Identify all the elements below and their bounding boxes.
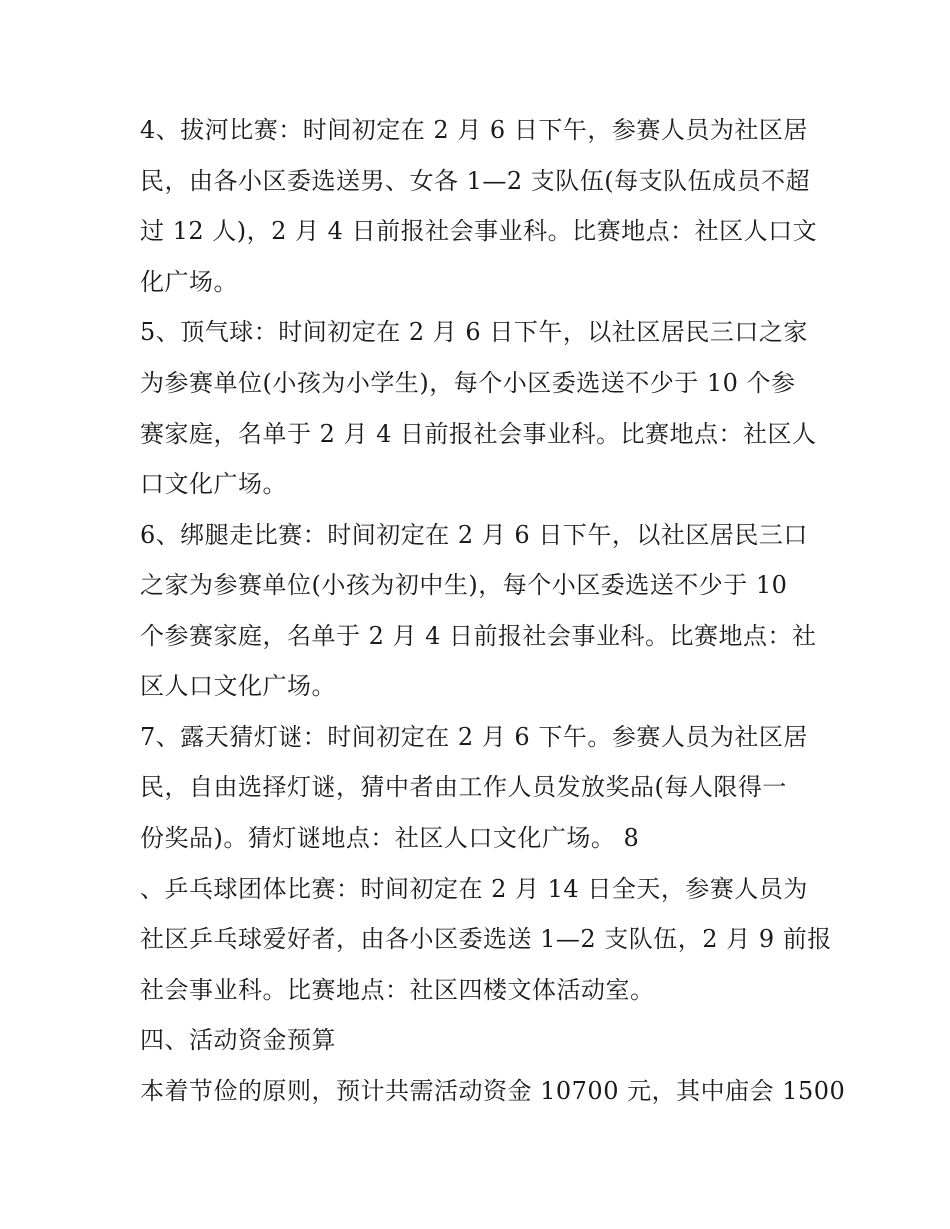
text-line-18: 社会事业科。比赛地点：社区四楼文体活动室。: [140, 976, 655, 1004]
section-heading-budget: 四、活动资金预算: [140, 1026, 336, 1054]
text-line-17: 社区乒乓球爱好者，由各小区委选送 1—2 支队伍，2 月 9 前报: [140, 925, 832, 953]
text-line-1: 4、拔河比赛：时间初定在 2 月 6 日下午，参赛人员为社区居: [140, 116, 808, 144]
text-line-3: 过 12 人)，2 月 4 日前报社会事业科。比赛地点：社区人口文: [140, 217, 818, 245]
text-line-2: 民，由各小区委选送男、女各 1—2 支队伍(每支队伍成员不超: [140, 167, 811, 195]
text-line-16: 、乒乓球团体比赛：时间初定在 2 月 14 日全天，参赛人员为: [140, 875, 808, 903]
text-line-11: 个参赛家庭，名单于 2 月 4 日前报社会事业科。比赛地点：社: [140, 622, 817, 650]
text-line-7: 赛家庭，名单于 2 月 4 日前报社会事业科。比赛地点：社区人: [140, 420, 817, 448]
text-line-10: 之家为参赛单位(小孩为初中生)，每个小区委选送不少于 10: [140, 571, 788, 599]
text-line-13: 7、露天猜灯谜：时间初定在 2 月 6 下午。参赛人员为社区居: [140, 723, 808, 751]
text-line-15: 份奖品)。猜灯谜地点：社区人口文化广场。 8: [140, 824, 640, 852]
text-line-20: 本着节俭的原则，预计共需活动资金 10700 元，其中庙会 1500: [140, 1077, 846, 1105]
text-line-9: 6、绑腿走比赛：时间初定在 2 月 6 日下午，以社区居民三口: [140, 521, 808, 549]
text-line-8: 口文化广场。: [140, 470, 287, 498]
text-line-5: 5、顶气球：时间初定在 2 月 6 日下午，以社区居民三口之家: [140, 318, 808, 346]
text-line-12: 区人口文化广场。: [140, 672, 336, 700]
text-line-4: 化广场。: [140, 268, 238, 296]
text-line-14: 民，自由选择灯谜，猜中者由工作人员发放奖品(每人限得一: [140, 773, 787, 801]
text-line-6: 为参赛单位(小孩为小学生)，每个小区委选送不少于 10 个参: [140, 369, 796, 397]
